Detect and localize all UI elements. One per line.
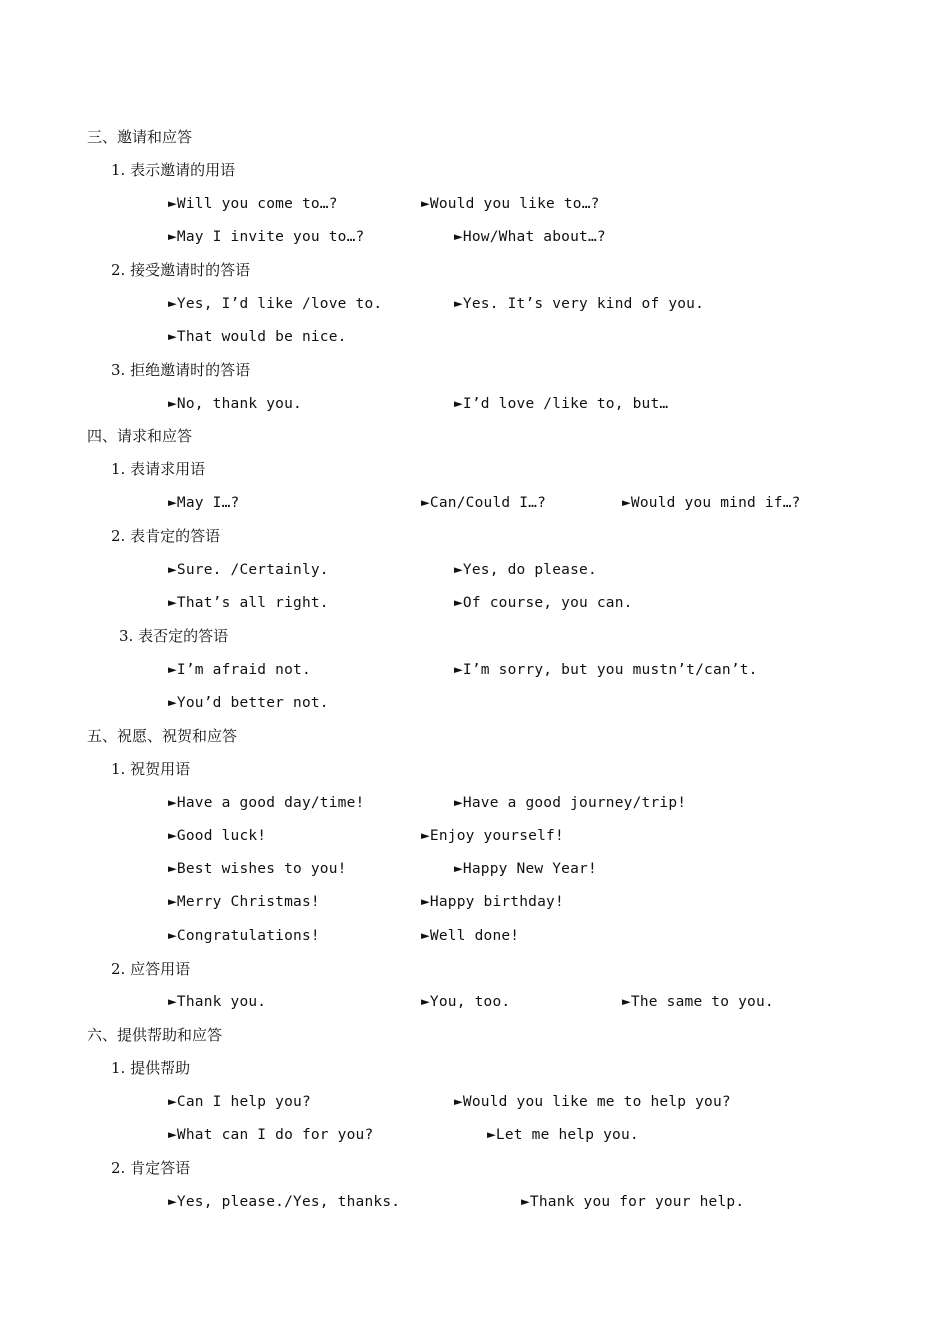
phrase-item: ►Have a good day/time! [168, 795, 365, 811]
phrase-item: ►Can I help you? [168, 1094, 311, 1110]
phrase-item: ►That would be nice. [168, 329, 347, 345]
phrase-item: ►Yes, I’d like /love to. [168, 296, 383, 312]
phrase-item: ►Yes. It’s very kind of you. [454, 296, 705, 312]
phrase-item: ►I’m afraid not. [168, 662, 311, 678]
phrase-item: ►How/What about…? [454, 229, 606, 245]
phrase-item: ►Merry Christmas! [168, 894, 320, 910]
section-heading: 五、祝愿、祝贺和应答 [87, 727, 238, 745]
section-heading: 三、邀请和应答 [87, 128, 193, 146]
phrase-item: ►Thank you. [168, 994, 267, 1010]
phrase-item: ►Good luck! [168, 828, 267, 844]
subsection-heading: 2. 接受邀请时的答语 [111, 261, 251, 279]
phrase-item: ►Thank you for your help. [521, 1194, 745, 1210]
phrase-item: ►Enjoy yourself! [421, 828, 564, 844]
phrase-item: ►No, thank you. [168, 396, 302, 412]
subsection-heading: 1. 提供帮助 [111, 1059, 191, 1077]
phrase-item: ►You, too. [421, 994, 511, 1010]
subsection-heading: 2. 肯定答语 [111, 1159, 191, 1177]
subsection-heading: 2. 应答用语 [111, 960, 191, 978]
phrase-item: ►Would you like to…? [421, 196, 600, 212]
section-heading: 四、请求和应答 [87, 427, 193, 445]
phrase-item: ►Will you come to…? [168, 196, 338, 212]
phrase-item: ►Happy New Year! [454, 861, 597, 877]
subsection-heading: 3. 拒绝邀请时的答语 [111, 361, 251, 379]
phrase-item: ►I’m sorry, but you mustn’t/can’t. [454, 662, 758, 678]
phrase-item: ►Of course, you can. [454, 595, 633, 611]
phrase-item: ►Yes, do please. [454, 562, 597, 578]
phrase-item: ►I’d love /like to, but… [454, 396, 669, 412]
phrase-item: ►Would you mind if…? [622, 495, 801, 511]
phrase-item: ►What can I do for you? [168, 1127, 374, 1143]
phrase-item: ►You’d better not. [168, 695, 329, 711]
phrase-item: ►The same to you. [622, 994, 774, 1010]
phrase-item: ►Well done! [421, 928, 520, 944]
phrase-item: ►Have a good journey/trip! [454, 795, 687, 811]
subsection-heading: 1. 表请求用语 [111, 460, 206, 478]
subsection-heading: 1. 表示邀请的用语 [111, 161, 236, 179]
phrase-item: ►Congratulations! [168, 928, 320, 944]
subsection-heading: 1. 祝贺用语 [111, 760, 191, 778]
phrase-item: ►Yes, please./Yes, thanks. [168, 1194, 401, 1210]
phrase-item: ►That’s all right. [168, 595, 329, 611]
phrase-item: ►Let me help you. [487, 1127, 639, 1143]
subsection-heading: 2. 表肯定的答语 [111, 527, 221, 545]
section-heading: 六、提供帮助和应答 [87, 1026, 223, 1044]
phrase-item: ►Sure. /Certainly. [168, 562, 329, 578]
phrase-item: ►Would you like me to help you? [454, 1094, 731, 1110]
phrase-item: ►Can/Could I…? [421, 495, 547, 511]
subsection-heading: 3. 表否定的答语 [119, 627, 229, 645]
phrase-item: ►May I…? [168, 495, 240, 511]
phrase-item: ►Best wishes to you! [168, 861, 347, 877]
phrase-item: ►Happy birthday! [421, 894, 564, 910]
phrase-item: ►May I invite you to…? [168, 229, 365, 245]
